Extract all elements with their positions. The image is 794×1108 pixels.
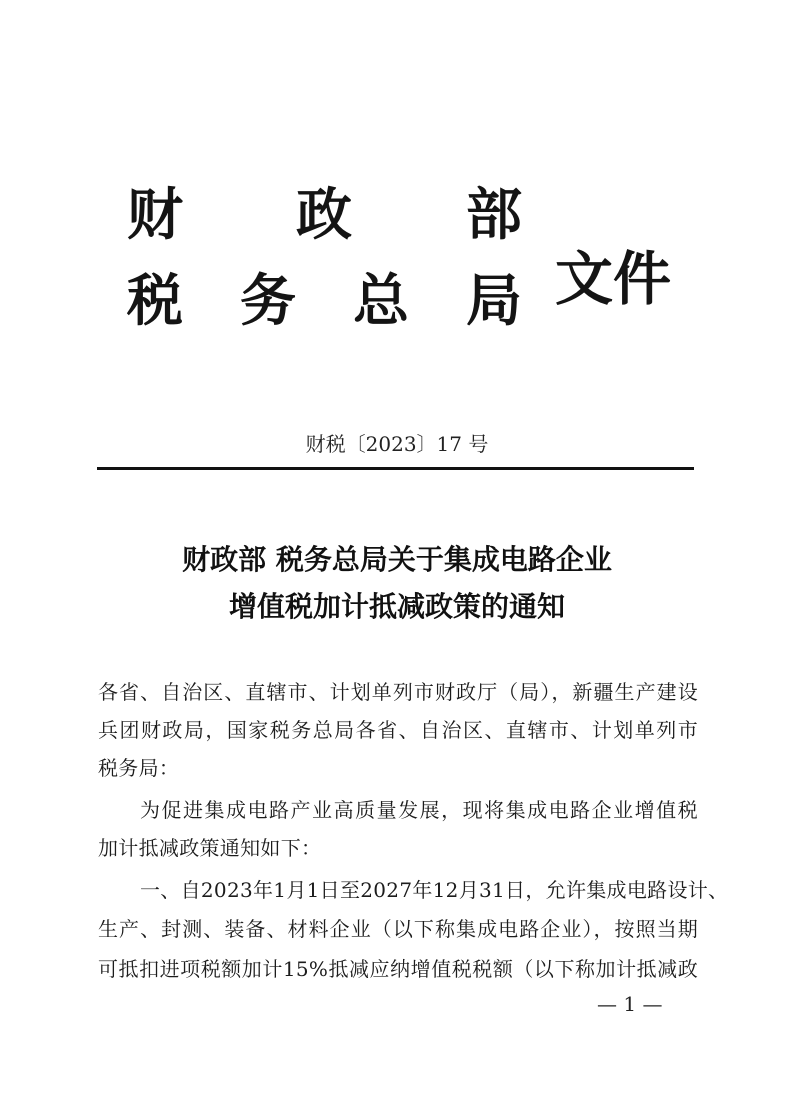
intro-line: 为促进集成电路产业高质量发展，现将集成电路企业增值税: [140, 798, 698, 822]
clause-line: 生产、封测、装备、材料企业（以下称集成电路企业），按照当期: [98, 917, 698, 941]
clause-line: 可抵扣进项税额加计15%抵减应纳增值税税额（以下称加计抵减政: [98, 957, 698, 981]
page-number: — 1 —: [597, 992, 663, 1016]
document-title-line-2: 增值税加计抵减政策的通知: [228, 590, 565, 623]
salutation-line: 兵团财政局，国家税务总局各省、自治区、直辖市、计划单列市: [98, 718, 698, 742]
issuer-char: 总: [353, 269, 409, 334]
issuer-line-ministry-of-finance: [0, 183, 794, 248]
document-type-label: 文件: [555, 245, 672, 313]
salutation-line: 各省、自治区、直辖市、计划单列市财政厅（局），新疆生产建设: [98, 680, 698, 704]
issuer-char: 政: [296, 183, 352, 248]
document-number: 财税〔2023〕17 号: [305, 432, 489, 456]
intro-line: 加计抵减政策通知如下：: [98, 836, 322, 860]
issuer-char: 务: [240, 269, 296, 334]
issuer-char: 财: [127, 183, 183, 248]
document-title-line-1: 财政部 税务总局关于集成电路企业: [182, 543, 612, 576]
header-divider: [97, 467, 694, 470]
salutation-line: 税务局：: [98, 756, 180, 780]
issuer-char: 部: [466, 183, 522, 248]
issuer-char: 局: [466, 269, 522, 334]
issuer-char: 税: [127, 269, 183, 334]
issuer-line-tax-administration: [0, 269, 794, 334]
clause-line: 一、自2023年1月1日至2027年12月31日，允许集成电路设计、: [140, 878, 729, 902]
